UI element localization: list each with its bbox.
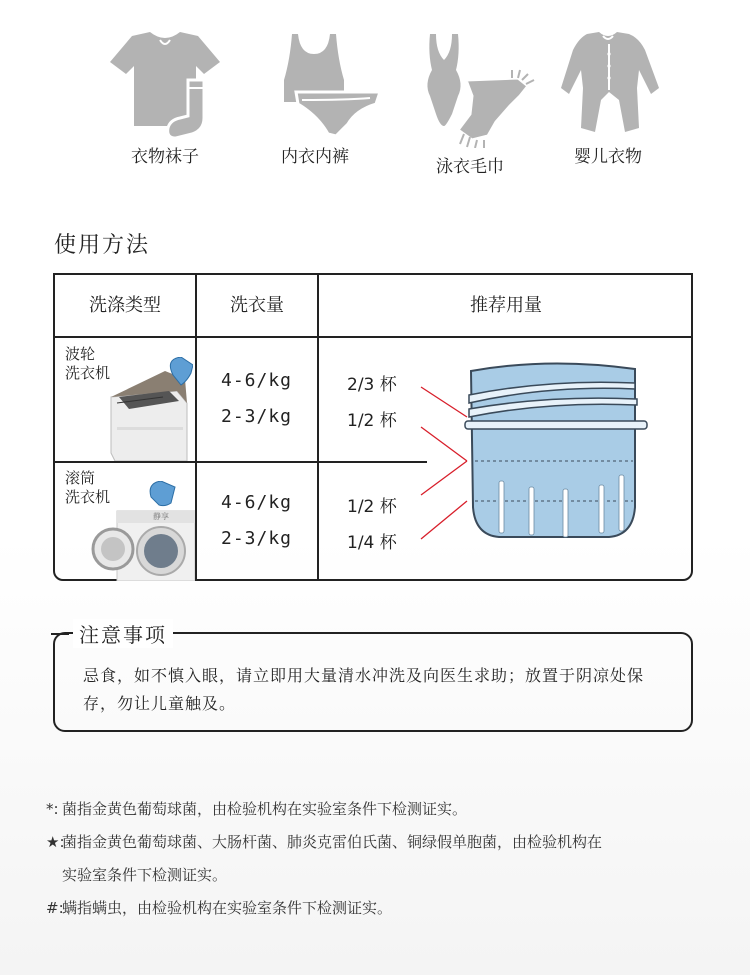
category-swimwear-towel [400, 30, 540, 177]
wash-type-line: 洗衣机 [65, 364, 111, 382]
measuring-cup-diagram [419, 359, 689, 549]
footnote [46, 894, 392, 922]
load-value: 2-3/kg [221, 528, 293, 549]
category-label: 泳衣毛巾 [436, 157, 504, 177]
notice-text: 忌食，如不慎入眼，请立即用大量清水冲洗及向医生求助；放置于阴凉处保存，勿让儿童触及。 [83, 666, 645, 713]
category-label: 婴儿衣物 [574, 147, 642, 167]
dose-value: 1/4 杯 [347, 533, 397, 553]
category-label: 内衣内裤 [281, 147, 349, 167]
category-underwear [245, 30, 385, 167]
baby-romper-icon [543, 30, 673, 138]
top-loader-machine-icon [107, 357, 193, 461]
wash-type-top-loader [65, 345, 110, 383]
wash-type-line: 波轮 [65, 345, 96, 363]
footnote [62, 861, 227, 889]
footnote-mark: #: [46, 899, 64, 917]
front-loader-machine-icon [91, 481, 195, 581]
dose-leader-lines [421, 387, 467, 539]
dose-value: 1/2 杯 [347, 497, 397, 517]
wash-type-line: 洗衣机 [65, 488, 111, 506]
footnote [46, 828, 602, 856]
machine-brand-label: 静享 [153, 512, 169, 521]
category-label: 衣物袜子 [131, 147, 199, 167]
footnote-text: 菌指金黄色葡萄球菌、大肠杆菌、肺炎克雷伯氏菌、铜绿假单胞菌，由检验机构在 [62, 833, 603, 851]
dose-value: 1/2 杯 [347, 411, 397, 431]
wash-type-line: 滚筒 [65, 469, 96, 487]
footnote [46, 795, 467, 823]
underwear-icon [250, 30, 380, 138]
swimsuit-towel-icon [400, 30, 540, 148]
footnote-text: 螨指螨虫，由检验机构在实验室条件下检测证实。 [62, 899, 393, 917]
load-value: 4-6/kg [221, 370, 293, 391]
header-dose: 推荐用量 [470, 295, 542, 316]
footnote-mark: *: [46, 800, 59, 818]
footnote-text: 菌指金黄色葡萄球菌，由检验机构在实验室条件下检测证实。 [62, 800, 468, 818]
category-baby-clothes [538, 30, 678, 167]
usage-table [53, 273, 693, 581]
tshirt-sock-icon [100, 30, 230, 138]
footnote-mark: ★: [46, 833, 65, 851]
load-value: 4-6/kg [221, 492, 293, 513]
category-clothes-socks [95, 30, 235, 167]
footnote-text: 实验室条件下检测证实。 [62, 866, 228, 884]
usage-title: 使用方法 [54, 233, 151, 258]
header-load: 洗衣量 [230, 295, 284, 316]
dose-value: 2/3 杯 [347, 375, 397, 395]
header-wash-type: 洗涤类型 [89, 295, 161, 316]
notice-box [53, 623, 693, 732]
notice-title: 注意事项 [73, 619, 173, 648]
load-value: 2-3/kg [221, 406, 293, 427]
